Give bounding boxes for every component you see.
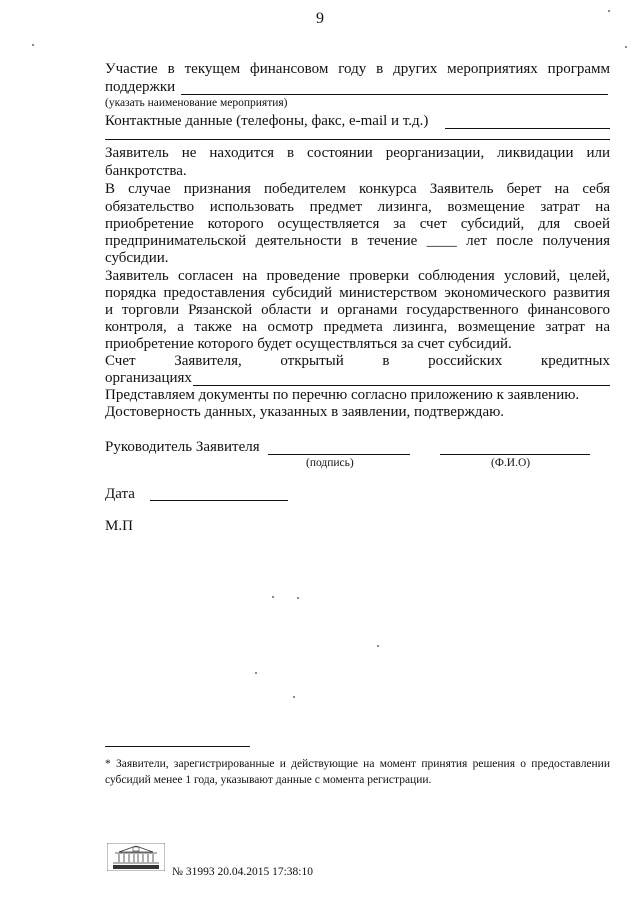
contacts-field-underline-2 — [105, 139, 610, 140]
contacts-label: Контактные данные (телефоны, факс, e-mail и т.д.) — [105, 113, 429, 129]
mp-label: М.П — [105, 518, 133, 534]
winner-statement-line-2: обязательство использовать предмет лизинга, возмещение затрат на — [105, 199, 610, 215]
signature-field-underline[interactable] — [268, 454, 410, 455]
participation-line-1: Участие в текущем финансовом году в других мероприятиях программ — [105, 61, 610, 77]
documents-statement: Представляем документы по перечню согласно приложению к заявлению. — [105, 387, 580, 403]
name-field-underline[interactable] — [440, 454, 590, 455]
winner-statement-line-5: субсидии. — [105, 250, 169, 266]
inspection-statement-line-1: Заявитель согласен на проведение проверки соблюдения условий, целей, — [105, 268, 610, 284]
page-number: 9 — [316, 10, 324, 27]
signature-label: Руководитель Заявителя — [105, 439, 260, 455]
scan-speck — [293, 696, 295, 698]
scan-speck — [625, 46, 627, 48]
inspection-statement-line-3: и торговли Рязанской области и органами государственного финансового — [105, 302, 610, 318]
reorg-statement-line-1: Заявитель не находится в состоянии реорганизации, ликвидации или — [105, 145, 610, 161]
registration-stamp: № 31993 20.04.2015 17:38:10 — [172, 866, 313, 878]
scan-speck — [297, 597, 299, 599]
winner-statement-line-1: В случае признания победителем конкурса Заявитель берет на себя — [105, 181, 610, 197]
participation-field-underline — [181, 94, 608, 95]
scan-speck — [32, 44, 34, 46]
scan-speck — [272, 596, 274, 598]
account-line-1: Счет Заявителя, открытый в российских кредитных — [105, 353, 610, 369]
participation-line-2: поддержки — [105, 79, 176, 95]
inspection-statement-line-2: порядка предоставления субсидий министерством экономического развития — [105, 285, 610, 301]
signature-hint: (подпись) — [306, 457, 354, 469]
footnote-separator — [105, 746, 250, 747]
contacts-field-underline-1 — [445, 128, 610, 129]
participation-hint: (указать наименование мероприятия) — [105, 97, 288, 109]
date-label: Дата — [105, 486, 135, 502]
reorg-statement-line-2: банкротства. — [105, 163, 187, 179]
account-field-underline — [193, 385, 610, 386]
winner-statement-line-4: предпринимательской деятельности в течение ____ лет после получения — [105, 233, 610, 249]
inspection-statement-line-4: контроля, а также на осмотр предмета лизинга, возмещение затрат на — [105, 319, 610, 335]
account-line-2: организациях — [105, 370, 192, 386]
government-building-seal-icon — [107, 843, 165, 871]
reliability-statement: Достоверность данных, указанных в заявлении, подтверждаю. — [105, 404, 505, 420]
inspection-statement-line-5: приобретение которого будет осуществляться за счет субсидий. — [105, 336, 512, 352]
name-hint: (Ф.И.О) — [491, 457, 531, 469]
scan-speck — [255, 672, 257, 674]
scan-speck — [608, 10, 610, 12]
footnote: * Заявители, зарегистрированные и действующие на момент принятия решения о предоставлении субсидий менее 1 года, указывают данные с момента регистрации. — [105, 758, 610, 786]
scan-speck — [377, 645, 379, 647]
date-field-underline[interactable] — [150, 500, 288, 501]
winner-statement-line-3: приобретение которого осуществляется за счет субсидий, для своей — [105, 216, 610, 232]
